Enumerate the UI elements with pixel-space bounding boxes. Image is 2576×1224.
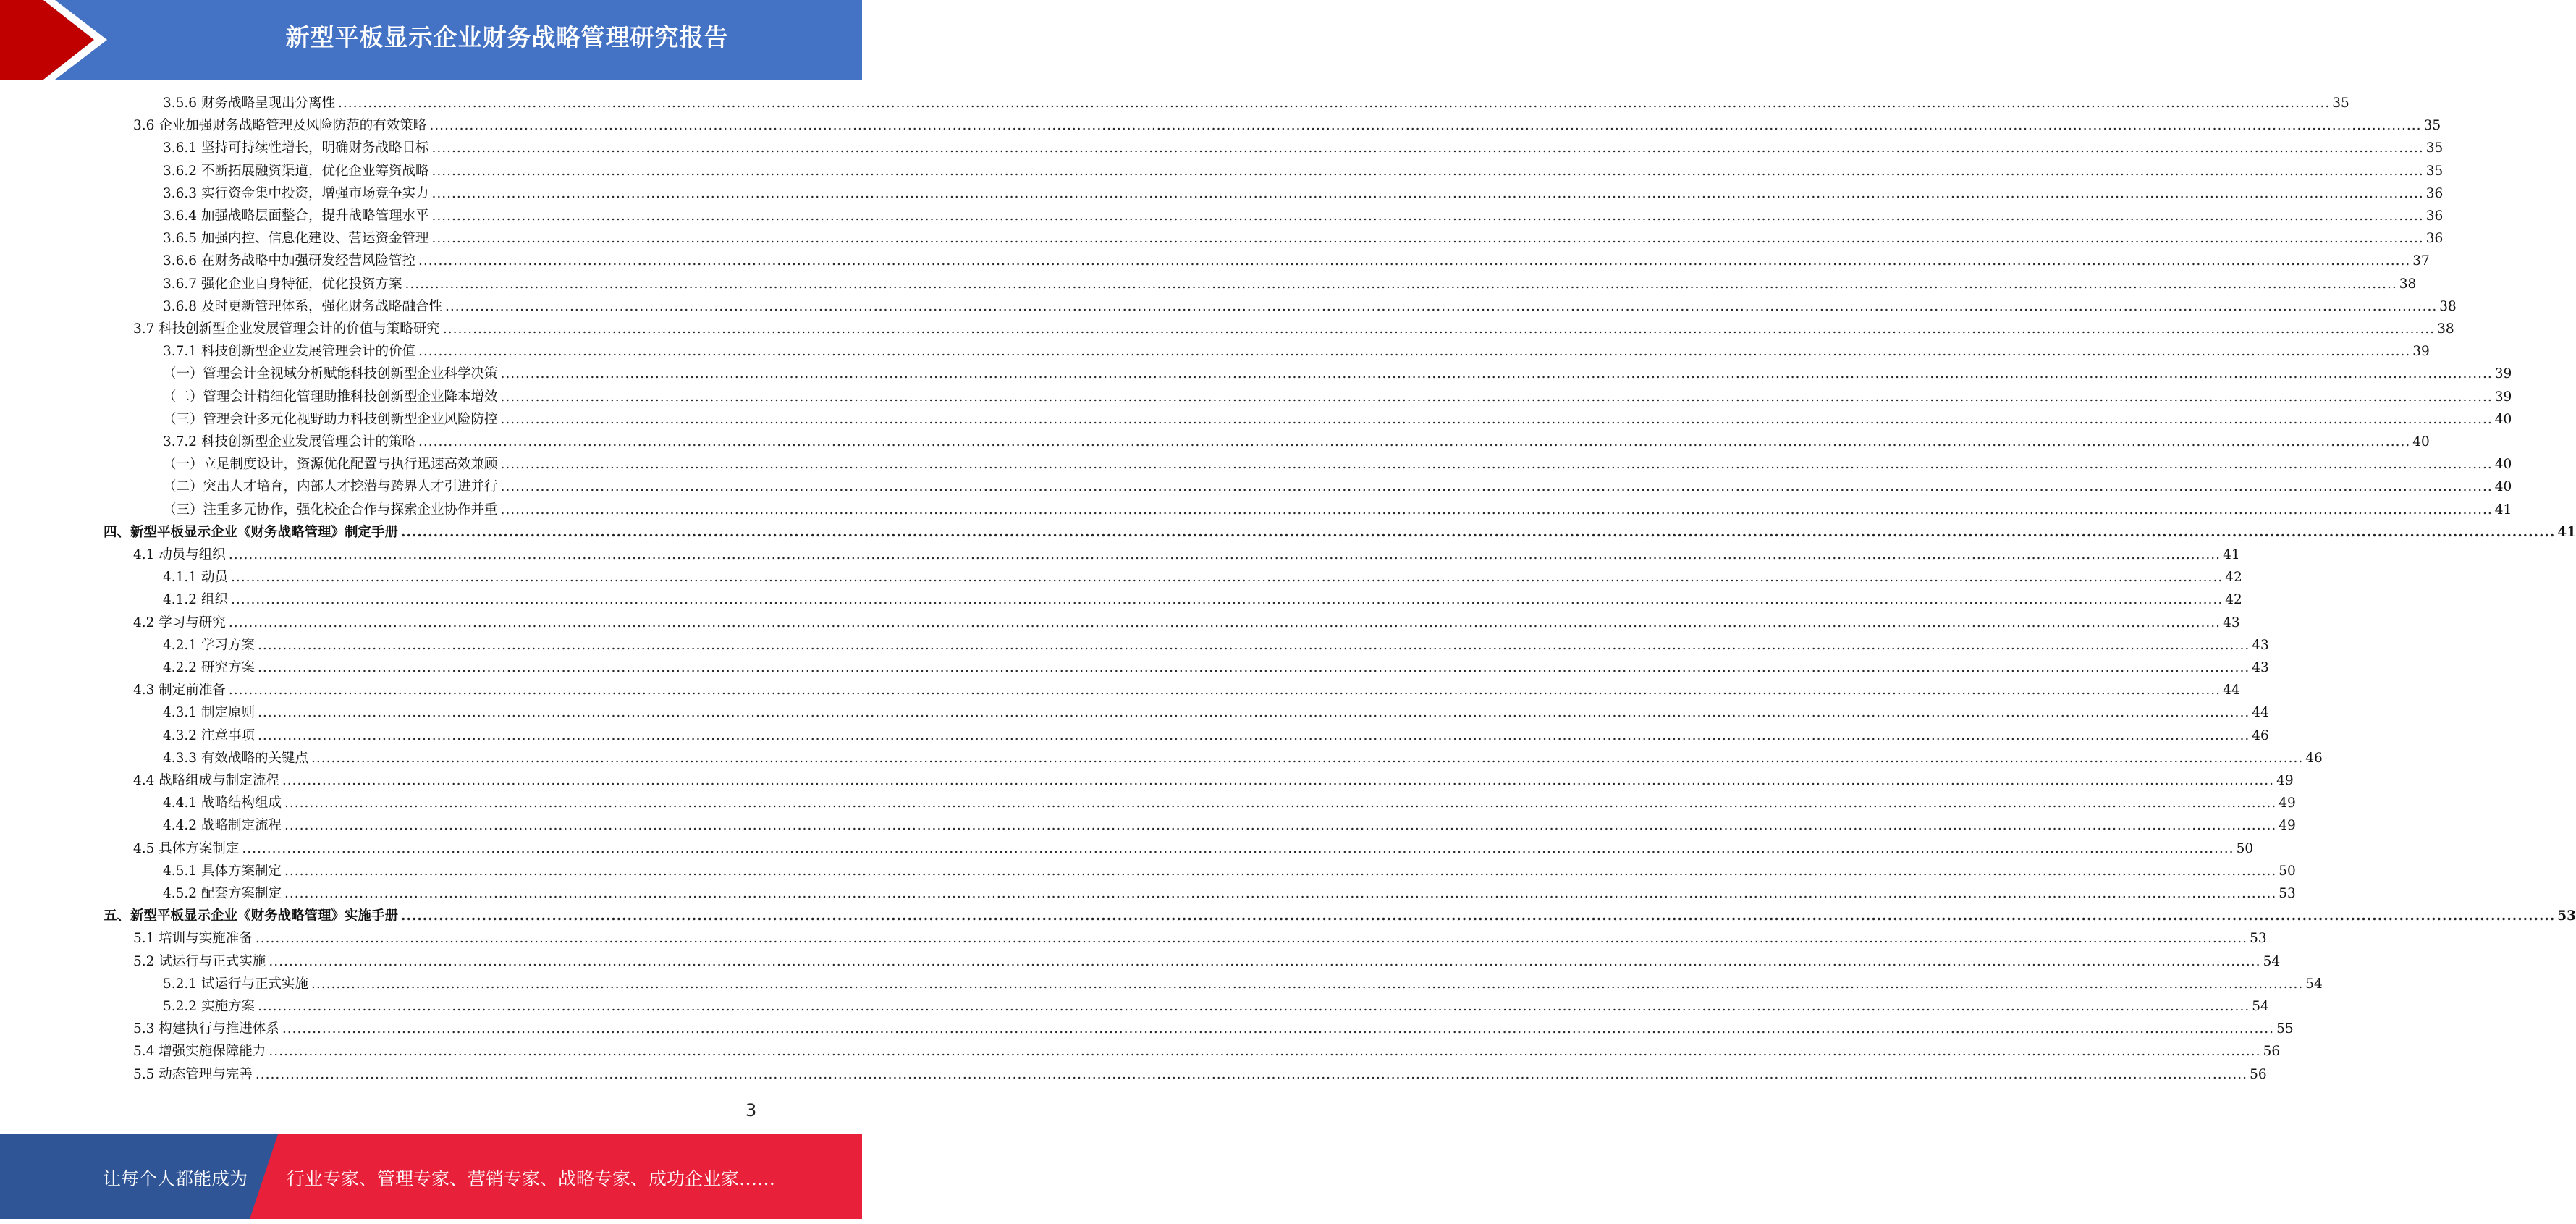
toc-entry[interactable] [163,160,2444,182]
toc-entry-page: 40 [2494,479,2512,495]
toc-entry[interactable] [163,205,2444,227]
toc-entry-page: 46 [2305,750,2323,766]
toc-entry[interactable] [163,250,2430,272]
toc-entry[interactable] [163,657,2269,679]
toc-entry-page: 43 [2252,660,2269,675]
toc-entry-title: 3.7.2 科技创新型企业发展管理会计的策略 [163,434,415,449]
toc-entry-title: 4.1.2 组织 [163,592,228,608]
toc-entry-page: 35 [2425,140,2444,156]
toc-entry[interactable] [163,92,2349,114]
toc-entry-title: （二）突出人才培育，内部人才挖潜与跨界人才引进并行 [163,479,498,495]
toc-dot-leader: ................................................................................................................................................................................................................................................................................................................................................................................................................ [257,705,2250,721]
toc-dot-leader: ................................................................................................................................................................................................................................................................................................................................................................................................................ [269,953,2261,969]
toc-entry-title: 4.3.1 制定原则 [163,705,255,721]
page-header [0,0,862,80]
toc-entry-page: 43 [2223,615,2240,630]
toc-entry-title: 3.6.5 加强内控、信息化建设、营运资金管理 [163,231,429,247]
toc-entry[interactable] [163,408,2512,431]
toc-entry[interactable] [133,769,2294,792]
toc-entry-title: 3.6.3 实行资金集中投资，增强市场竞争实力 [163,185,429,201]
toc-entry-page: 36 [2425,185,2444,201]
toc-dot-leader: ................................................................................................................................................................................................................................................................................................................................................................................................................ [444,298,2438,314]
toc-dot-leader: ................................................................................................................................................................................................................................................................................................................................................................................................................ [431,140,2424,156]
toc-entry-title: 5.4 增强实施保障能力 [133,1044,266,1060]
toc-entry-title: 4.1.1 动员 [163,570,228,586]
toc-entry-title: 4.5 具体方案制定 [133,840,240,856]
toc-entry-title: （二）管理会计精细化管理助推科技创新型企业降本增效 [163,389,498,405]
toc-entry[interactable] [104,905,2576,927]
toc-entry-title: 3.6.7 强化企业自身特征，优化投资方案 [163,276,402,292]
toc-entry[interactable] [163,476,2512,498]
toc-entry-title: （一）立足制度设计，资源优化配置与执行迅速高效兼顾 [163,457,498,473]
toc-entry-title: 4.4.1 战略结构组成 [163,795,282,811]
toc-entry-title: 5.3 构建执行与推进体系 [133,1021,279,1037]
toc-entry-title: 4.5.1 具体方案制定 [163,863,282,879]
toc-entry-title: （三）管理会计多元化视野助力科技创新型企业风险防控 [163,411,498,427]
toc-dot-leader: ................................................................................................................................................................................................................................................................................................................................................................................................................ [500,457,2493,473]
toc-entry-page: 50 [2236,840,2254,856]
toc-entry[interactable] [133,1063,2267,1086]
toc-entry-title: 4.5.2 配套方案制定 [163,886,282,901]
toc-entry-title: 4.3 制定前准备 [133,683,226,698]
toc-dot-leader: ................................................................................................................................................................................................................................................................................................................................................................................................................ [228,683,2221,698]
toc-dot-leader: ................................................................................................................................................................................................................................................................................................................................................................................................................ [431,208,2424,224]
toc-entry-page: 44 [2223,683,2240,698]
toc-entry-title: 3.7 科技创新型企业发展管理会计的价值与策略研究 [133,321,440,337]
toc-dot-leader: ................................................................................................................................................................................................................................................................................................................................................................................................................ [284,818,2277,834]
toc-entry-page: 54 [2263,953,2281,969]
toc-entry-page: 54 [2305,976,2323,992]
page-footer [0,1134,862,1219]
toc-dot-leader: ................................................................................................................................................................................................................................................................................................................................................................................................................ [500,389,2493,405]
toc-entry-page: 39 [2412,344,2430,360]
toc-entry-title: （一）管理会计全视域分析赋能科技创新型企业科学决策 [163,366,498,382]
toc-entry[interactable] [163,137,2444,159]
toc-dot-leader: ................................................................................................................................................................................................................................................................................................................................................................................................................ [418,434,2411,449]
footer-slogan-right: 行业专家、管理专家、营销专家、战略专家、成功企业家…… [287,1168,776,1189]
toc-entry-title: 3.6.2 不断拓展融资渠道，优化企业筹资战略 [163,163,429,179]
toc-entry[interactable] [133,1040,2281,1063]
toc-entry[interactable] [163,588,2242,611]
toc-entry-page: 38 [2437,321,2454,337]
toc-entry[interactable] [163,792,2296,814]
toc-dot-leader: ................................................................................................................................................................................................................................................................................................................................................................................................................ [311,750,2304,766]
toc-dot-leader: ................................................................................................................................................................................................................................................................................................................................................................................................................ [228,615,2221,630]
toc-entry-title: 五、新型平板显示企业《财务战略管理》实施手册 [104,908,399,924]
toc-entry-title: （三）注重多元协作，强化校企合作与探索企业协作并重 [163,502,498,518]
toc-entry[interactable] [133,679,2240,701]
toc-entry-title: 5.1 培训与实施准备 [133,931,253,947]
toc-dot-leader: ................................................................................................................................................................................................................................................................................................................................................................................................................ [431,163,2424,179]
toc-dot-leader: ................................................................................................................................................................................................................................................................................................................................................................................................................ [431,231,2424,247]
toc-entry-page: 38 [2399,276,2417,292]
toc-dot-leader: ................................................................................................................................................................................................................................................................................................................................................................................................................ [282,773,2275,788]
toc-dot-leader: ................................................................................................................................................................................................................................................................................................................................................................................................................ [255,931,2248,947]
toc-entry[interactable] [163,182,2444,205]
toc-entry-title: 4.4.2 战略制定流程 [163,818,282,834]
toc-entry[interactable] [163,273,2417,295]
toc-dot-leader: ................................................................................................................................................................................................................................................................................................................................................................................................................ [284,795,2277,811]
toc-entry-title: 4.3.3 有效战略的关键点 [163,750,308,766]
report-title: 新型平板显示企业财务战略管理研究报告 [285,23,729,51]
toc-entry-page: 49 [2276,773,2294,788]
toc-entry-page: 42 [2225,592,2242,608]
toc-entry-title: 5.2.2 实施方案 [163,999,255,1014]
toc-entry[interactable] [133,114,2441,137]
toc-entry-page: 56 [2250,1066,2267,1082]
toc-entry-page: 35 [2332,96,2349,111]
toc-dot-leader: ................................................................................................................................................................................................................................................................................................................................................................................................................ [257,660,2250,675]
toc-entry[interactable] [163,295,2457,318]
toc-entry[interactable] [133,612,2240,634]
toc-entry-title: 3.5.6 财务战略呈现出分离性 [163,96,335,111]
toc-entry-page: 35 [2423,118,2441,134]
toc-dot-leader: ................................................................................................................................................................................................................................................................................................................................................................................................................ [401,524,2556,540]
toc-dot-leader: ................................................................................................................................................................................................................................................................................................................................................................................................................ [257,727,2250,743]
toc-entry-page: 38 [2439,298,2457,314]
toc-dot-leader: ................................................................................................................................................................................................................................................................................................................................................................................................................ [500,479,2493,495]
toc-entry-title: 3.7.1 科技创新型企业发展管理会计的价值 [163,344,415,360]
toc-entry[interactable] [133,927,2267,950]
toc-dot-leader: ................................................................................................................................................................................................................................................................................................................................................................................................................ [282,1021,2275,1037]
toc-entry-title: 4.2 学习与研究 [133,615,226,630]
toc-dot-leader: ................................................................................................................................................................................................................................................................................................................................................................................................................ [418,253,2411,269]
toc-entry-page: 36 [2425,231,2444,247]
toc-entry[interactable] [104,521,2576,544]
toc-entry-page: 53 [2279,886,2296,901]
toc-entry[interactable] [163,363,2512,385]
toc-entry[interactable] [163,634,2269,657]
page-number: 3 [746,1100,757,1120]
toc-entry-page: 55 [2276,1021,2294,1037]
toc-entry[interactable] [163,814,2296,837]
toc-entry[interactable] [163,747,2323,769]
toc-entry-title: 3.6.4 加强战略层面整合，提升战略管理水平 [163,208,429,224]
toc-entry-title: 5.5 动态管理与完善 [133,1066,253,1082]
toc-entry-page: 41 [2494,502,2512,518]
toc-dot-leader: ................................................................................................................................................................................................................................................................................................................................................................................................................ [311,976,2304,992]
toc-entry[interactable] [163,453,2512,476]
toc-entry-page: 50 [2279,863,2296,879]
toc-entry[interactable] [163,860,2296,882]
toc-entry-title: 5.2 试运行与正式实施 [133,953,266,969]
toc-entry-page: 40 [2412,434,2430,449]
toc-entry-title: 3.6.8 及时更新管理体系，强化财务战略融合性 [163,298,442,314]
toc-entry[interactable] [163,701,2269,724]
toc-entry-page: 46 [2252,727,2269,743]
toc-entry-title: 3.6.6 在财务战略中加强研发经营风险管控 [163,253,415,269]
toc-dot-leader: ................................................................................................................................................................................................................................................................................................................................................................................................................ [230,592,2224,608]
toc-entry[interactable] [163,882,2296,905]
toc-dot-leader: ................................................................................................................................................................................................................................................................................................................................................................................................................ [500,502,2493,518]
toc-entry-page: 36 [2425,208,2444,224]
toc-dot-leader: ................................................................................................................................................................................................................................................................................................................................................................................................................ [431,185,2424,201]
toc-entry-page: 43 [2252,637,2269,653]
toc-entry-page: 56 [2263,1044,2281,1060]
toc-dot-leader: ................................................................................................................................................................................................................................................................................................................................................................................................................ [405,276,2397,292]
toc-dot-leader: ................................................................................................................................................................................................................................................................................................................................................................................................................ [442,321,2436,337]
toc-entry-title: 3.6 企业加强财务战略管理及风险防范的有效策略 [133,118,427,134]
toc-dot-leader: ................................................................................................................................................................................................................................................................................................................................................................................................................ [500,366,2493,382]
toc-dot-leader: ................................................................................................................................................................................................................................................................................................................................................................................................................ [429,118,2422,134]
toc-entry[interactable] [163,995,2269,1018]
toc-entry-title: 5.2.1 试运行与正式实施 [163,976,308,992]
toc-entry[interactable] [163,499,2512,521]
toc-entry[interactable] [133,544,2240,566]
toc-entry[interactable] [163,431,2430,453]
toc-entry-title: 4.2.2 研究方案 [163,660,255,675]
toc-entry-page: 39 [2494,366,2512,382]
toc-entry-page: 49 [2279,818,2296,834]
toc-dot-leader: ................................................................................................................................................................................................................................................................................................................................................................................................................ [418,344,2411,360]
toc-dot-leader: ................................................................................................................................................................................................................................................................................................................................................................................................................ [257,637,2250,653]
toc-dot-leader: ................................................................................................................................................................................................................................................................................................................................................................................................................ [284,886,2277,901]
toc-entry[interactable] [133,950,2281,973]
toc-entry[interactable] [133,1018,2294,1040]
toc-dot-leader: ................................................................................................................................................................................................................................................................................................................................................................................................................ [242,840,2234,856]
toc-entry-page: 40 [2494,457,2512,473]
toc-entry-title: 4.2.1 学习方案 [163,637,255,653]
toc-entry[interactable] [163,340,2430,363]
toc-dot-leader: ................................................................................................................................................................................................................................................................................................................................................................................................................ [337,96,2331,111]
toc-entry[interactable] [163,725,2269,747]
toc-entry-title: 4.1 动员与组织 [133,547,226,562]
toc-dot-leader: ................................................................................................................................................................................................................................................................................................................................................................................................................ [255,1066,2248,1082]
toc-entry-page: 53 [2250,931,2267,947]
toc-entry-page: 39 [2494,389,2512,405]
toc-entry-page: 37 [2412,253,2430,269]
toc-entry-page: 41 [2223,547,2240,562]
toc-entry-title: 3.6.1 坚持可持续性增长，明确财务战略目标 [163,140,429,156]
toc-entry[interactable] [133,837,2254,860]
toc-entry-title: 4.3.2 注意事项 [163,727,255,743]
toc-entry-page: 41 [2557,524,2576,540]
toc-entry-page: 42 [2225,570,2242,586]
toc-entry[interactable] [163,973,2323,995]
toc-dot-leader: ................................................................................................................................................................................................................................................................................................................................................................................................................ [228,547,2221,562]
toc-entry[interactable] [163,566,2242,588]
toc-entry-page: 35 [2425,163,2444,179]
toc-dot-leader: ................................................................................................................................................................................................................................................................................................................................................................................................................ [230,570,2224,586]
toc-entry[interactable] [163,227,2444,250]
toc-entry-page: 44 [2252,705,2269,721]
toc-entry-title: 四、新型平板显示企业《财务战略管理》制定手册 [104,524,399,540]
toc-entry-page: 53 [2557,908,2576,924]
toc-entry-page: 40 [2494,411,2512,427]
toc-dot-leader: ................................................................................................................................................................................................................................................................................................................................................................................................................ [269,1044,2261,1060]
toc-entry-page: 54 [2252,999,2269,1014]
toc-dot-leader: ................................................................................................................................................................................................................................................................................................................................................................................................................ [500,411,2493,427]
toc-dot-leader: ................................................................................................................................................................................................................................................................................................................................................................................................................ [284,863,2277,879]
footer-slogan-left: 让每个人都能成为 [103,1168,248,1189]
toc-dot-leader: ................................................................................................................................................................................................................................................................................................................................................................................................................ [401,908,2556,924]
toc-entry-title: 4.4 战略组成与制定流程 [133,773,279,788]
toc-dot-leader: ................................................................................................................................................................................................................................................................................................................................................................................................................ [257,999,2250,1014]
toc-entry-page: 49 [2279,795,2296,811]
toc-entry[interactable] [163,386,2512,408]
toc-entry[interactable] [133,318,2454,340]
